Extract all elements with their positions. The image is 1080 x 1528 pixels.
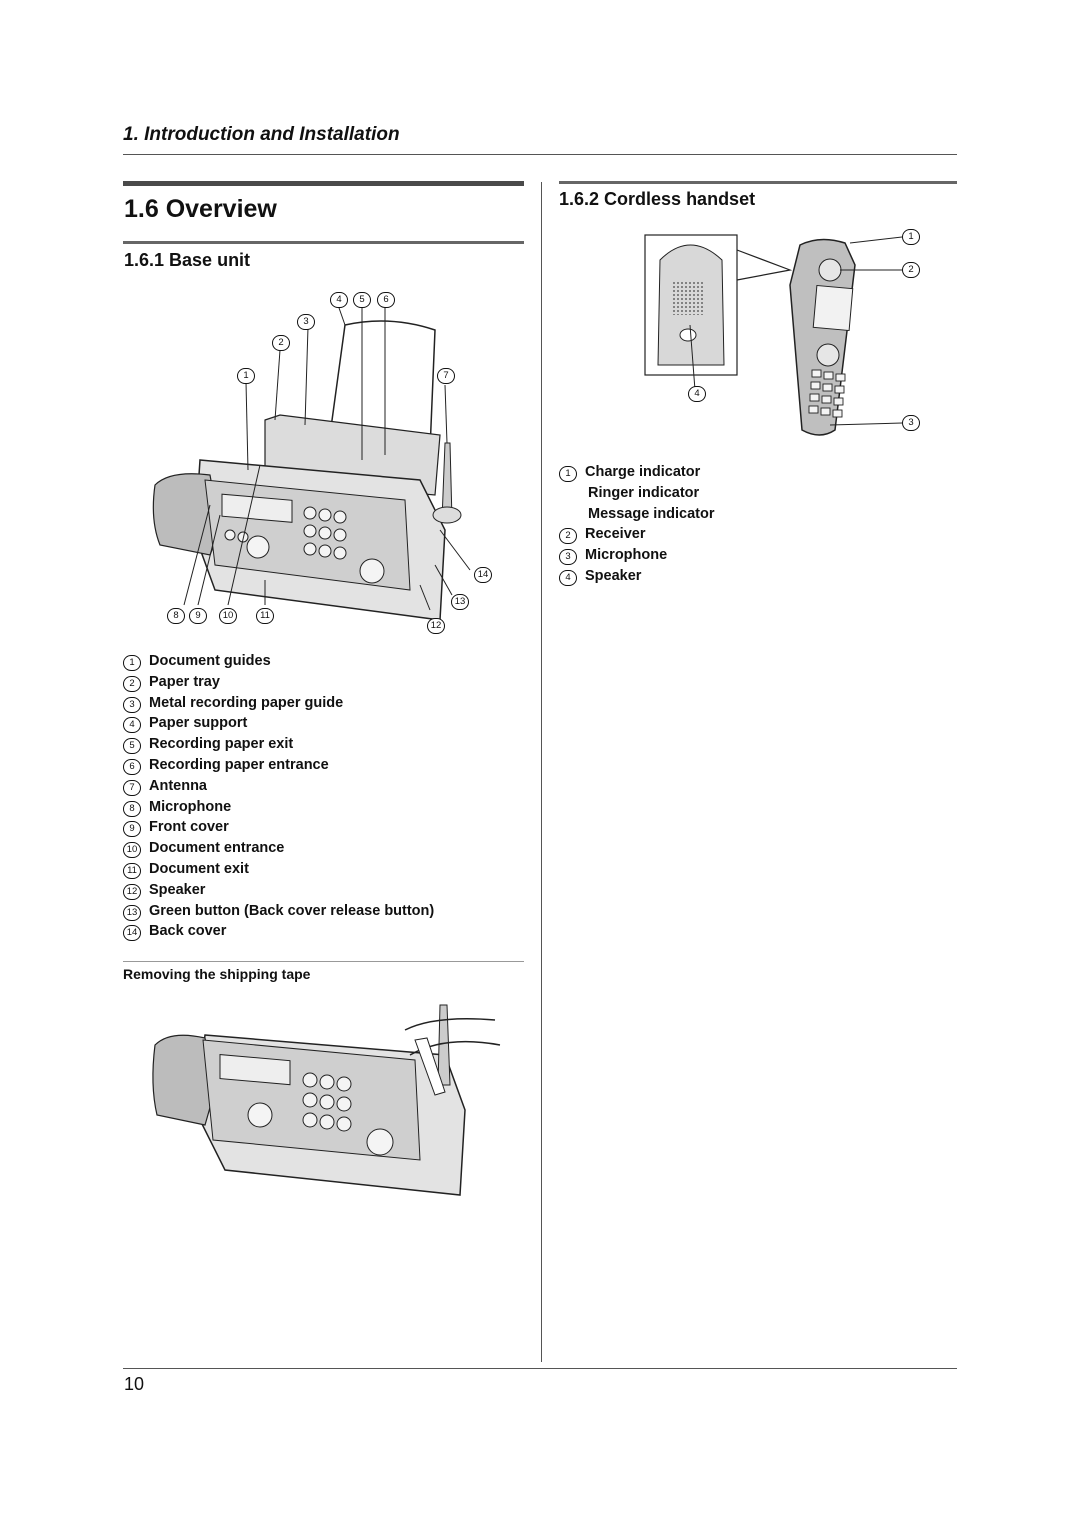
list-item: 7 Antenna [123, 776, 434, 797]
list-item: 9 Front cover [123, 817, 434, 838]
chapter-title: 1. Introduction and Installation [123, 124, 400, 145]
list-item: Message indicator [588, 505, 715, 522]
list-item: 5 Recording paper exit [123, 734, 434, 755]
list-item: 10 Document entrance [123, 838, 434, 859]
handset-callout-4: 4 [688, 386, 706, 402]
list-item: Ringer indicator [588, 484, 700, 501]
callout-2: 2 [272, 335, 290, 351]
list-item: 12 Speaker [123, 880, 434, 901]
list-item: 11 Document exit [123, 859, 434, 880]
section-rule [123, 181, 524, 186]
callout-10: 10 [219, 608, 237, 624]
handset-heading: 1.6.2 Cordless handset [559, 189, 756, 209]
handset-callout-3: 3 [902, 415, 920, 431]
list-item: 4 Paper support [123, 713, 434, 734]
list-item: 6 Recording paper entrance [123, 755, 434, 776]
handset-parts-list [559, 462, 715, 587]
page-number: 10 [124, 1374, 145, 1394]
header-divider [123, 154, 957, 155]
list-item: 3 Metal recording paper guide [123, 693, 434, 714]
callout-1: 1 [237, 368, 255, 384]
callout-14: 14 [474, 567, 492, 583]
divider [123, 961, 524, 962]
section-title: 1.6 Overview [124, 195, 277, 223]
list-item: 2 Paper tray [123, 672, 434, 693]
footer-divider [123, 1368, 957, 1369]
list-item: 8 Microphone [123, 797, 434, 818]
callout-7: 7 [437, 368, 455, 384]
list-item: 2 Receiver [559, 524, 715, 545]
subsection-rule-handset [559, 181, 957, 184]
base-unit-heading: 1.6.1 Base unit [124, 250, 251, 270]
handset-callout-2: 2 [902, 262, 920, 278]
list-item: 1 Document guides [123, 651, 434, 672]
callout-12: 12 [427, 618, 445, 634]
callout-3: 3 [297, 314, 315, 330]
shipping-tape-illustration [145, 1000, 505, 1205]
list-item: 13 Green button (Back cover release button) [123, 901, 434, 922]
subsection-rule-base [123, 241, 524, 244]
handset-callout-1: 1 [902, 229, 920, 245]
list-item: 3 Microphone [559, 545, 715, 566]
callout-8: 8 [167, 608, 185, 624]
list-item: 1 Charge indicator [559, 462, 715, 483]
base-unit-illustration [140, 285, 520, 645]
callout-5: 5 [353, 292, 371, 308]
handset-illustration [640, 225, 930, 445]
column-divider [541, 182, 542, 1362]
list-item: 4 Speaker [559, 566, 715, 587]
callout-4: 4 [330, 292, 348, 308]
callout-6: 6 [377, 292, 395, 308]
list-item: 14 Back cover [123, 921, 434, 942]
base-unit-parts-list [123, 651, 434, 942]
callout-11: 11 [256, 608, 274, 624]
shipping-tape-heading: Removing the shipping tape [123, 966, 311, 982]
callout-9: 9 [189, 608, 207, 624]
callout-13: 13 [451, 594, 469, 610]
